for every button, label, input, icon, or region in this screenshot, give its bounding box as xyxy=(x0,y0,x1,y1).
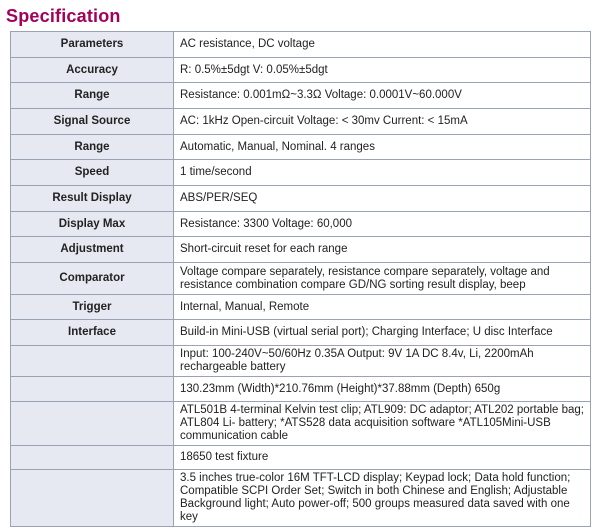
row-label xyxy=(11,470,174,527)
row-value: 130.23mm (Width)*210.76mm (Height)*37.88mm (Depth) 650g xyxy=(174,377,591,402)
row-label xyxy=(11,402,174,446)
row-value: Input: 100-240V~50/60Hz 0.35A Output: 9V 1A DC 8.4v, Li, 2200mAh rechargeable battery xyxy=(174,346,591,377)
table-row xyxy=(11,212,591,237)
table-row xyxy=(11,320,591,346)
row-label: Result Display xyxy=(11,186,174,212)
table-row xyxy=(11,58,591,83)
row-value: Short-circuit reset for each range xyxy=(174,237,591,263)
row-value: Build-in Mini-USB (virtual serial port); Charging Interface; U disc Interface xyxy=(174,320,591,346)
row-value: Resistance: 0.001mΩ~3.3Ω Voltage: 0.0001V~60.000V xyxy=(174,83,591,109)
row-value: 3.5 inches true-color 16M TFT-LCD display; Keypad lock; Data hold function; Compatible SCPI Order Set; Switch in both Chinese and English; Adjustable Background light; Auto power-off; 500 groups measured data saved with one key xyxy=(174,470,591,527)
page-title: Specification xyxy=(6,6,121,26)
table-row xyxy=(11,186,591,212)
table-row xyxy=(11,109,591,135)
table-row xyxy=(11,83,591,109)
table-row xyxy=(11,263,591,295)
row-label: Signal Source xyxy=(11,109,174,135)
row-value: Internal, Manual, Remote xyxy=(174,295,591,320)
row-label xyxy=(11,377,174,402)
row-label: Interface xyxy=(11,320,174,346)
row-value: AC resistance, DC voltage xyxy=(174,32,591,58)
row-value: ABS/PER/SEQ xyxy=(174,186,591,212)
row-label: Range xyxy=(11,83,174,109)
row-label xyxy=(11,446,174,470)
row-value: Resistance: 3300 Voltage: 60,000 xyxy=(174,212,591,237)
table-row xyxy=(11,295,591,320)
table-row xyxy=(11,446,591,470)
row-label xyxy=(11,346,174,377)
row-value: Voltage compare separately, resistance compare separately, voltage and resistance combination compare GD/NG sorting result display, beep xyxy=(174,263,591,295)
row-label: Accuracy xyxy=(11,58,174,83)
row-label: Display Max xyxy=(11,212,174,237)
table-row xyxy=(11,135,591,160)
table-row xyxy=(11,32,591,58)
row-label: Range xyxy=(11,135,174,160)
table-row xyxy=(11,377,591,402)
row-value: R: 0.5%±5dgt V: 0.05%±5dgt xyxy=(174,58,591,83)
row-value: Automatic, Manual, Nominal. 4 ranges xyxy=(174,135,591,160)
table-row xyxy=(11,470,591,527)
table-row xyxy=(11,402,591,446)
row-value: AC: 1kHz Open-circuit Voltage: < 30mv Current: < 15mA xyxy=(174,109,591,135)
spec-table-wrapper xyxy=(10,31,591,527)
row-label: Parameters xyxy=(11,32,174,58)
row-label: Trigger xyxy=(11,295,174,320)
spec-table xyxy=(10,31,591,527)
row-value: ATL501B 4-terminal Kelvin test clip; ATL909: DC adaptor; ATL202 portable bag; ATL804 Li- battery; *ATS528 data acquisition software *ATL105Mini-USB communication cable xyxy=(174,402,591,446)
row-value: 18650 test fixture xyxy=(174,446,591,470)
table-row xyxy=(11,346,591,377)
table-row xyxy=(11,160,591,186)
row-label: Speed xyxy=(11,160,174,186)
table-row xyxy=(11,237,591,263)
row-label: Adjustment xyxy=(11,237,174,263)
row-value: 1 time/second xyxy=(174,160,591,186)
row-label: Comparator xyxy=(11,263,174,295)
